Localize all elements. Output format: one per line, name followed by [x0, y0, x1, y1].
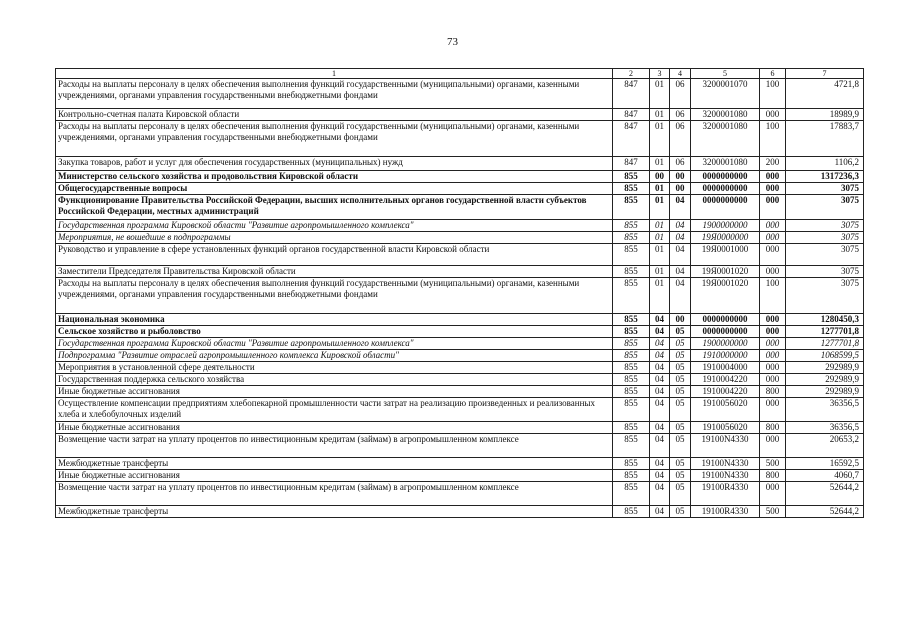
- row-name-cell: Возмещение части затрат на уплату процентов по инвестиционным кредитам (займам) в агропромышленном комплексе: [56, 482, 613, 506]
- subsection-code-cell: 04: [670, 266, 691, 278]
- expense-type-cell: 000: [760, 362, 786, 374]
- expense-type-cell: 000: [760, 171, 786, 183]
- expense-type-cell: 000: [760, 398, 786, 422]
- target-article-cell: 1910000000: [691, 350, 760, 362]
- table-row: [56, 121, 864, 157]
- subsection-code-cell: 04: [670, 220, 691, 232]
- target-article-cell: 19100N4330: [691, 434, 760, 458]
- budget-table: [55, 68, 864, 518]
- target-article-cell: 19Я0001000: [691, 244, 760, 266]
- target-article-cell: 19100R4330: [691, 482, 760, 506]
- section-code-cell: 04: [650, 470, 670, 482]
- admin-code-cell: 855: [613, 266, 650, 278]
- expense-type-cell: 000: [760, 266, 786, 278]
- row-name-cell: Иные бюджетные ассигнования: [56, 386, 613, 398]
- section-code-cell: 04: [650, 314, 670, 326]
- table-row: [56, 506, 864, 518]
- row-name-cell: Иные бюджетные ассигнования: [56, 470, 613, 482]
- amount-cell: 1106,2: [786, 157, 864, 171]
- section-code-cell: 01: [650, 220, 670, 232]
- target-article-cell: 1900000000: [691, 338, 760, 350]
- amount-cell: 1277701,8: [786, 326, 864, 338]
- target-article-cell: 0000000000: [691, 195, 760, 220]
- section-code-cell: 01: [650, 232, 670, 244]
- table-row: [56, 157, 864, 171]
- expense-type-cell: 000: [760, 244, 786, 266]
- expense-type-cell: 000: [760, 350, 786, 362]
- admin-code-cell: 847: [613, 109, 650, 121]
- subsection-code-cell: 05: [670, 374, 691, 386]
- section-code-cell: 04: [650, 338, 670, 350]
- section-code-cell: 04: [650, 482, 670, 506]
- expense-type-cell: 500: [760, 506, 786, 518]
- row-name-cell: Государственная программа Кировской области "Развитие агропромышленного комплекса": [56, 338, 613, 350]
- table-row: [56, 266, 864, 278]
- table-row: [56, 458, 864, 470]
- amount-cell: 1317236,3: [786, 171, 864, 183]
- table-row: [56, 482, 864, 506]
- subsection-code-cell: 05: [670, 506, 691, 518]
- table-row: [56, 195, 864, 220]
- admin-code-cell: 855: [613, 220, 650, 232]
- row-name-cell: Заместители Председателя Правительства Кировской области: [56, 266, 613, 278]
- amount-cell: 16592,5: [786, 458, 864, 470]
- subsection-code-cell: 05: [670, 434, 691, 458]
- amount-cell: 4060,7: [786, 470, 864, 482]
- admin-code-cell: 855: [613, 326, 650, 338]
- row-name-cell: Межбюджетные трансферты: [56, 458, 613, 470]
- admin-code-cell: 847: [613, 121, 650, 157]
- row-name-cell: Расходы на выплаты персоналу в целях обеспечения выполнения функций государственными (муниципальными) органами, казенными учреждениями, органами управления государственными внебюджетными фондами: [56, 278, 613, 314]
- target-article-cell: 1910056020: [691, 422, 760, 434]
- table-row: [56, 232, 864, 244]
- target-article-cell: 19100N4330: [691, 458, 760, 470]
- column-header: 2: [613, 69, 650, 79]
- expense-type-cell: 500: [760, 458, 786, 470]
- amount-cell: 17883,7: [786, 121, 864, 157]
- subsection-code-cell: 05: [670, 326, 691, 338]
- column-header: 4: [670, 69, 691, 79]
- table-row: [56, 244, 864, 266]
- target-article-cell: 3200001070: [691, 79, 760, 109]
- admin-code-cell: 855: [613, 422, 650, 434]
- subsection-code-cell: 05: [670, 386, 691, 398]
- row-name-cell: Закупка товаров, работ и услуг для обеспечения государственных (муниципальных) нужд: [56, 157, 613, 171]
- expense-type-cell: 000: [760, 326, 786, 338]
- amount-cell: 292989,9: [786, 386, 864, 398]
- amount-cell: 18989,9: [786, 109, 864, 121]
- amount-cell: 3075: [786, 195, 864, 220]
- admin-code-cell: 855: [613, 350, 650, 362]
- admin-code-cell: 847: [613, 79, 650, 109]
- column-header: 7: [786, 69, 864, 79]
- amount-cell: 52644,2: [786, 506, 864, 518]
- row-name-cell: Государственная программа Кировской области "Развитие агропромышленного комплекса": [56, 220, 613, 232]
- admin-code-cell: 855: [613, 458, 650, 470]
- table-row: [56, 350, 864, 362]
- section-code-cell: 04: [650, 458, 670, 470]
- expense-type-cell: 000: [760, 109, 786, 121]
- admin-code-cell: 855: [613, 506, 650, 518]
- subsection-code-cell: 05: [670, 458, 691, 470]
- section-code-cell: 01: [650, 244, 670, 266]
- section-code-cell: 01: [650, 109, 670, 121]
- section-code-cell: 04: [650, 422, 670, 434]
- row-name-cell: Национальная экономика: [56, 314, 613, 326]
- amount-cell: 3075: [786, 266, 864, 278]
- admin-code-cell: 855: [613, 434, 650, 458]
- section-code-cell: 01: [650, 157, 670, 171]
- expense-type-cell: 100: [760, 121, 786, 157]
- table-row: [56, 326, 864, 338]
- target-article-cell: 0000000000: [691, 314, 760, 326]
- amount-cell: 3075: [786, 244, 864, 266]
- subsection-code-cell: 05: [670, 362, 691, 374]
- amount-cell: 1277701,8: [786, 338, 864, 350]
- section-code-cell: 04: [650, 398, 670, 422]
- target-article-cell: 1910056020: [691, 398, 760, 422]
- expense-type-cell: 000: [760, 232, 786, 244]
- subsection-code-cell: 04: [670, 232, 691, 244]
- expense-type-cell: 000: [760, 434, 786, 458]
- section-code-cell: 00: [650, 171, 670, 183]
- expense-type-cell: 000: [760, 220, 786, 232]
- subsection-code-cell: 05: [670, 338, 691, 350]
- row-name-cell: Сельское хозяйство и рыболовство: [56, 326, 613, 338]
- admin-code-cell: 855: [613, 374, 650, 386]
- target-article-cell: 1900000000: [691, 220, 760, 232]
- section-code-cell: 04: [650, 326, 670, 338]
- subsection-code-cell: 05: [670, 350, 691, 362]
- amount-cell: 292989,9: [786, 374, 864, 386]
- table-row: [56, 171, 864, 183]
- expense-type-cell: 800: [760, 470, 786, 482]
- amount-cell: 3075: [786, 220, 864, 232]
- subsection-code-cell: 04: [670, 278, 691, 314]
- section-code-cell: 04: [650, 350, 670, 362]
- subsection-code-cell: 05: [670, 482, 691, 506]
- section-code-cell: 04: [650, 386, 670, 398]
- expense-type-cell: 000: [760, 314, 786, 326]
- amount-cell: 3075: [786, 278, 864, 314]
- row-name-cell: Расходы на выплаты персоналу в целях обеспечения выполнения функций государственными (муниципальными) органами, казенными учреждениями, органами управления государственными внебюджетными фондами: [56, 79, 613, 109]
- expense-type-cell: 000: [760, 183, 786, 195]
- admin-code-cell: 855: [613, 232, 650, 244]
- row-name-cell: Министерство сельского хозяйства и продовольствия Кировской области: [56, 171, 613, 183]
- expense-type-cell: 000: [760, 195, 786, 220]
- table-row: [56, 362, 864, 374]
- admin-code-cell: 855: [613, 470, 650, 482]
- table-row: [56, 374, 864, 386]
- table-row: [56, 109, 864, 121]
- target-article-cell: 3200001080: [691, 109, 760, 121]
- table-row: [56, 398, 864, 422]
- table-row: [56, 422, 864, 434]
- target-article-cell: 0000000000: [691, 183, 760, 195]
- amount-cell: 3075: [786, 232, 864, 244]
- admin-code-cell: 855: [613, 482, 650, 506]
- section-code-cell: 04: [650, 374, 670, 386]
- row-name-cell: Подпрограмма "Развитие отраслей агропромышленного комплекса Кировской области": [56, 350, 613, 362]
- subsection-code-cell: 06: [670, 109, 691, 121]
- amount-cell: 36356,5: [786, 422, 864, 434]
- expense-type-cell: 800: [760, 386, 786, 398]
- section-code-cell: 01: [650, 266, 670, 278]
- page-number: 73: [447, 36, 458, 48]
- target-article-cell: 1910004000: [691, 362, 760, 374]
- row-name-cell: Государственная поддержка сельского хозяйства: [56, 374, 613, 386]
- target-article-cell: 0000000000: [691, 171, 760, 183]
- expense-type-cell: 100: [760, 278, 786, 314]
- expense-type-cell: 000: [760, 482, 786, 506]
- admin-code-cell: 855: [613, 386, 650, 398]
- subsection-code-cell: 00: [670, 171, 691, 183]
- row-name-cell: Общегосударственные вопросы: [56, 183, 613, 195]
- header-row: [56, 69, 864, 79]
- row-name-cell: Межбюджетные трансферты: [56, 506, 613, 518]
- expense-type-cell: 200: [760, 157, 786, 171]
- subsection-code-cell: 00: [670, 183, 691, 195]
- admin-code-cell: 855: [613, 195, 650, 220]
- amount-cell: 20653,2: [786, 434, 864, 458]
- target-article-cell: 19Я0001020: [691, 266, 760, 278]
- amount-cell: 4721,8: [786, 79, 864, 109]
- admin-code-cell: 855: [613, 338, 650, 350]
- expense-type-cell: 000: [760, 338, 786, 350]
- table-row: [56, 470, 864, 482]
- row-name-cell: Функционирование Правительства Российской Федерации, высших исполнительных органов государственной власти субъектов Российской Федерации, местных администраций: [56, 195, 613, 220]
- amount-cell: 1280450,3: [786, 314, 864, 326]
- section-code-cell: 01: [650, 195, 670, 220]
- row-name-cell: Мероприятия в установленной сфере деятельности: [56, 362, 613, 374]
- amount-cell: 292989,9: [786, 362, 864, 374]
- admin-code-cell: 855: [613, 398, 650, 422]
- expense-type-cell: 100: [760, 79, 786, 109]
- table-row: [56, 79, 864, 109]
- amount-cell: 52644,2: [786, 482, 864, 506]
- row-name-cell: Контрольно-счетная палата Кировской области: [56, 109, 613, 121]
- subsection-code-cell: 05: [670, 422, 691, 434]
- section-code-cell: 04: [650, 434, 670, 458]
- target-article-cell: 3200001080: [691, 121, 760, 157]
- admin-code-cell: 855: [613, 362, 650, 374]
- target-article-cell: 19100N4330: [691, 470, 760, 482]
- target-article-cell: 1910004220: [691, 386, 760, 398]
- table-body: [56, 69, 864, 518]
- row-name-cell: Руководство и управление в сфере установленных функций органов государственной власти Кировской области: [56, 244, 613, 266]
- row-name-cell: Расходы на выплаты персоналу в целях обеспечения выполнения функций государственными (муниципальными) органами, казенными учреждениями, органами управления государственными внебюджетными фондами: [56, 121, 613, 157]
- expense-type-cell: 800: [760, 422, 786, 434]
- table-row: [56, 386, 864, 398]
- section-code-cell: 01: [650, 121, 670, 157]
- table-row: [56, 434, 864, 458]
- admin-code-cell: 855: [613, 183, 650, 195]
- target-article-cell: 19100R4330: [691, 506, 760, 518]
- table-row: [56, 183, 864, 195]
- section-code-cell: 01: [650, 278, 670, 314]
- column-header: 5: [691, 69, 760, 79]
- subsection-code-cell: 04: [670, 244, 691, 266]
- subsection-code-cell: 00: [670, 314, 691, 326]
- target-article-cell: 19Я0001020: [691, 278, 760, 314]
- column-header: 6: [760, 69, 786, 79]
- amount-cell: 1068599,5: [786, 350, 864, 362]
- subsection-code-cell: 06: [670, 157, 691, 171]
- target-article-cell: 3200001080: [691, 157, 760, 171]
- target-article-cell: 0000000000: [691, 326, 760, 338]
- subsection-code-cell: 06: [670, 79, 691, 109]
- table-row: [56, 314, 864, 326]
- admin-code-cell: 855: [613, 314, 650, 326]
- row-name-cell: Мероприятия, не вошедшие в подпрограммы: [56, 232, 613, 244]
- row-name-cell: Иные бюджетные ассигнования: [56, 422, 613, 434]
- column-header: 3: [650, 69, 670, 79]
- admin-code-cell: 847: [613, 157, 650, 171]
- row-name-cell: Возмещение части затрат на уплату процентов по инвестиционным кредитам (займам) в агропромышленном комплексе: [56, 434, 613, 458]
- column-header: 1: [56, 69, 613, 79]
- table-row: [56, 278, 864, 314]
- admin-code-cell: 855: [613, 278, 650, 314]
- table-row: [56, 338, 864, 350]
- subsection-code-cell: 04: [670, 195, 691, 220]
- amount-cell: 36356,5: [786, 398, 864, 422]
- target-article-cell: 1910004220: [691, 374, 760, 386]
- subsection-code-cell: 05: [670, 398, 691, 422]
- subsection-code-cell: 05: [670, 470, 691, 482]
- section-code-cell: 04: [650, 362, 670, 374]
- admin-code-cell: 855: [613, 171, 650, 183]
- section-code-cell: 04: [650, 506, 670, 518]
- table-row: [56, 220, 864, 232]
- target-article-cell: 19Я0000000: [691, 232, 760, 244]
- admin-code-cell: 855: [613, 244, 650, 266]
- expense-type-cell: 000: [760, 374, 786, 386]
- section-code-cell: 01: [650, 79, 670, 109]
- amount-cell: 3075: [786, 183, 864, 195]
- section-code-cell: 01: [650, 183, 670, 195]
- row-name-cell: Осуществление компенсации предприятиям хлебопекарной промышленности части затрат на реализацию произведенных и реализованных хлеба и хлебобулочных изделий: [56, 398, 613, 422]
- subsection-code-cell: 06: [670, 121, 691, 157]
